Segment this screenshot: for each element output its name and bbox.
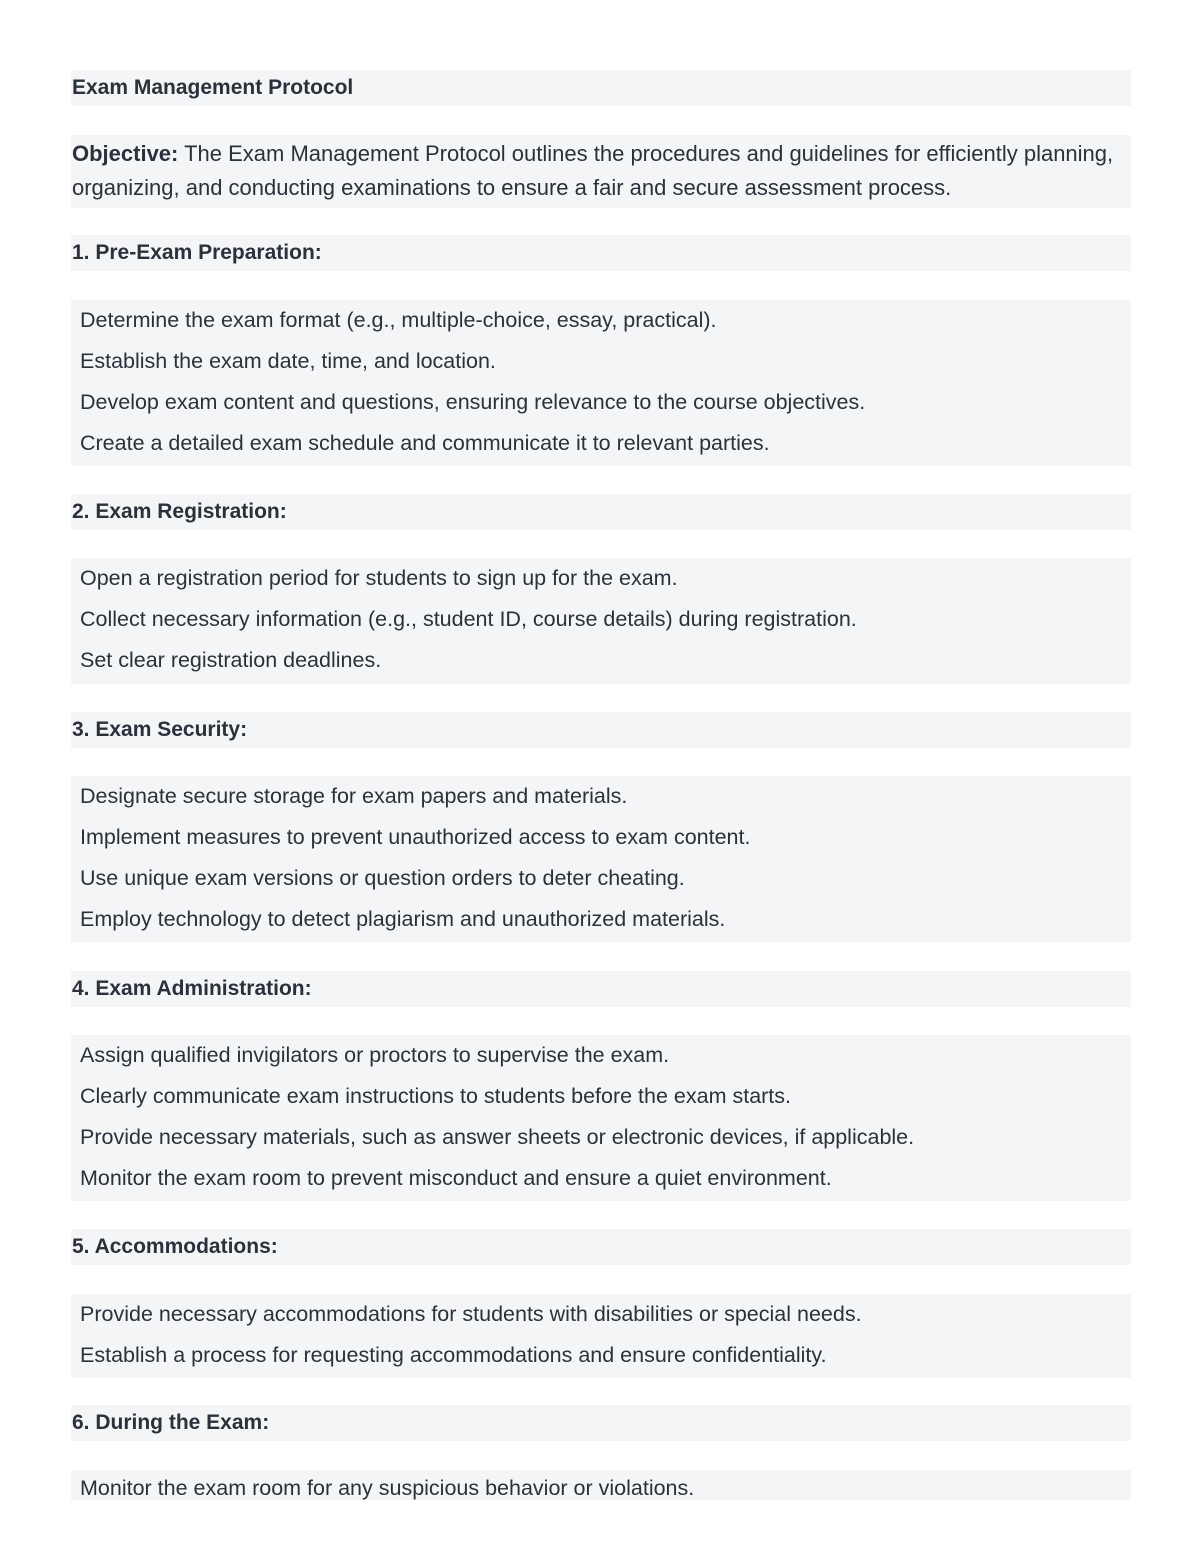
list-item: Set clear registration deadlines. <box>80 648 382 672</box>
section-list-accommodations <box>71 1294 1131 1378</box>
section-heading-during-the-exam: 6. During the Exam: <box>71 1405 1131 1441</box>
list-item: Assign qualified invigilators or proctors to supervise the exam. <box>80 1043 670 1067</box>
section-heading-exam-registration: 2. Exam Registration: <box>71 494 1131 530</box>
list-item: Use unique exam versions or question orders to deter cheating. <box>80 866 685 890</box>
section-list-exam-security <box>71 776 1131 942</box>
document-title: Exam Management Protocol <box>71 70 1131 106</box>
section-heading-accommodations: 5. Accommodations: <box>71 1229 1131 1265</box>
section-list-exam-registration <box>71 558 1131 684</box>
list-item: Monitor the exam room to prevent misconduct and ensure a quiet environment. <box>80 1166 832 1190</box>
list-item: Employ technology to detect plagiarism and unauthorized materials. <box>80 907 726 931</box>
objective-label: Objective: <box>72 141 179 166</box>
section-list-exam-administration <box>71 1035 1131 1201</box>
list-item: Establish a process for requesting accommodations and ensure confidentiality. <box>80 1343 827 1367</box>
section-list-pre-exam-preparation <box>71 300 1131 466</box>
list-item: Determine the exam format (e.g., multiple-choice, essay, practical). <box>80 308 717 332</box>
list-item: Monitor the exam room for any suspicious behavior or violations. <box>80 1476 695 1500</box>
section-heading-exam-security: 3. Exam Security: <box>71 712 1131 748</box>
list-item: Collect necessary information (e.g., student ID, course details) during registration. <box>80 607 857 631</box>
list-item: Develop exam content and questions, ensuring relevance to the course objectives. <box>80 390 866 414</box>
list-item: Implement measures to prevent unauthorized access to exam content. <box>80 825 751 849</box>
section-list-during-the-exam <box>71 1470 1131 1500</box>
section-heading-pre-exam-preparation: 1. Pre-Exam Preparation: <box>71 235 1131 271</box>
list-item: Provide necessary accommodations for students with disabilities or special needs. <box>80 1302 862 1326</box>
section-heading-exam-administration: 4. Exam Administration: <box>71 971 1131 1007</box>
list-item: Designate secure storage for exam papers and materials. <box>80 784 628 808</box>
list-item: Open a registration period for students to sign up for the exam. <box>80 566 678 590</box>
list-item: Establish the exam date, time, and location. <box>80 349 496 373</box>
objective-text: The Exam Management Protocol outlines the procedures and guidelines for efficiently planning, organizing, and conducting examinations to ensure a fair and secure assessment process. <box>72 141 1114 200</box>
list-item: Create a detailed exam schedule and communicate it to relevant parties. <box>80 431 770 455</box>
list-item: Provide necessary materials, such as answer sheets or electronic devices, if applicable. <box>80 1125 915 1149</box>
objective-paragraph <box>71 135 1131 208</box>
list-item: Clearly communicate exam instructions to students before the exam starts. <box>80 1084 792 1108</box>
